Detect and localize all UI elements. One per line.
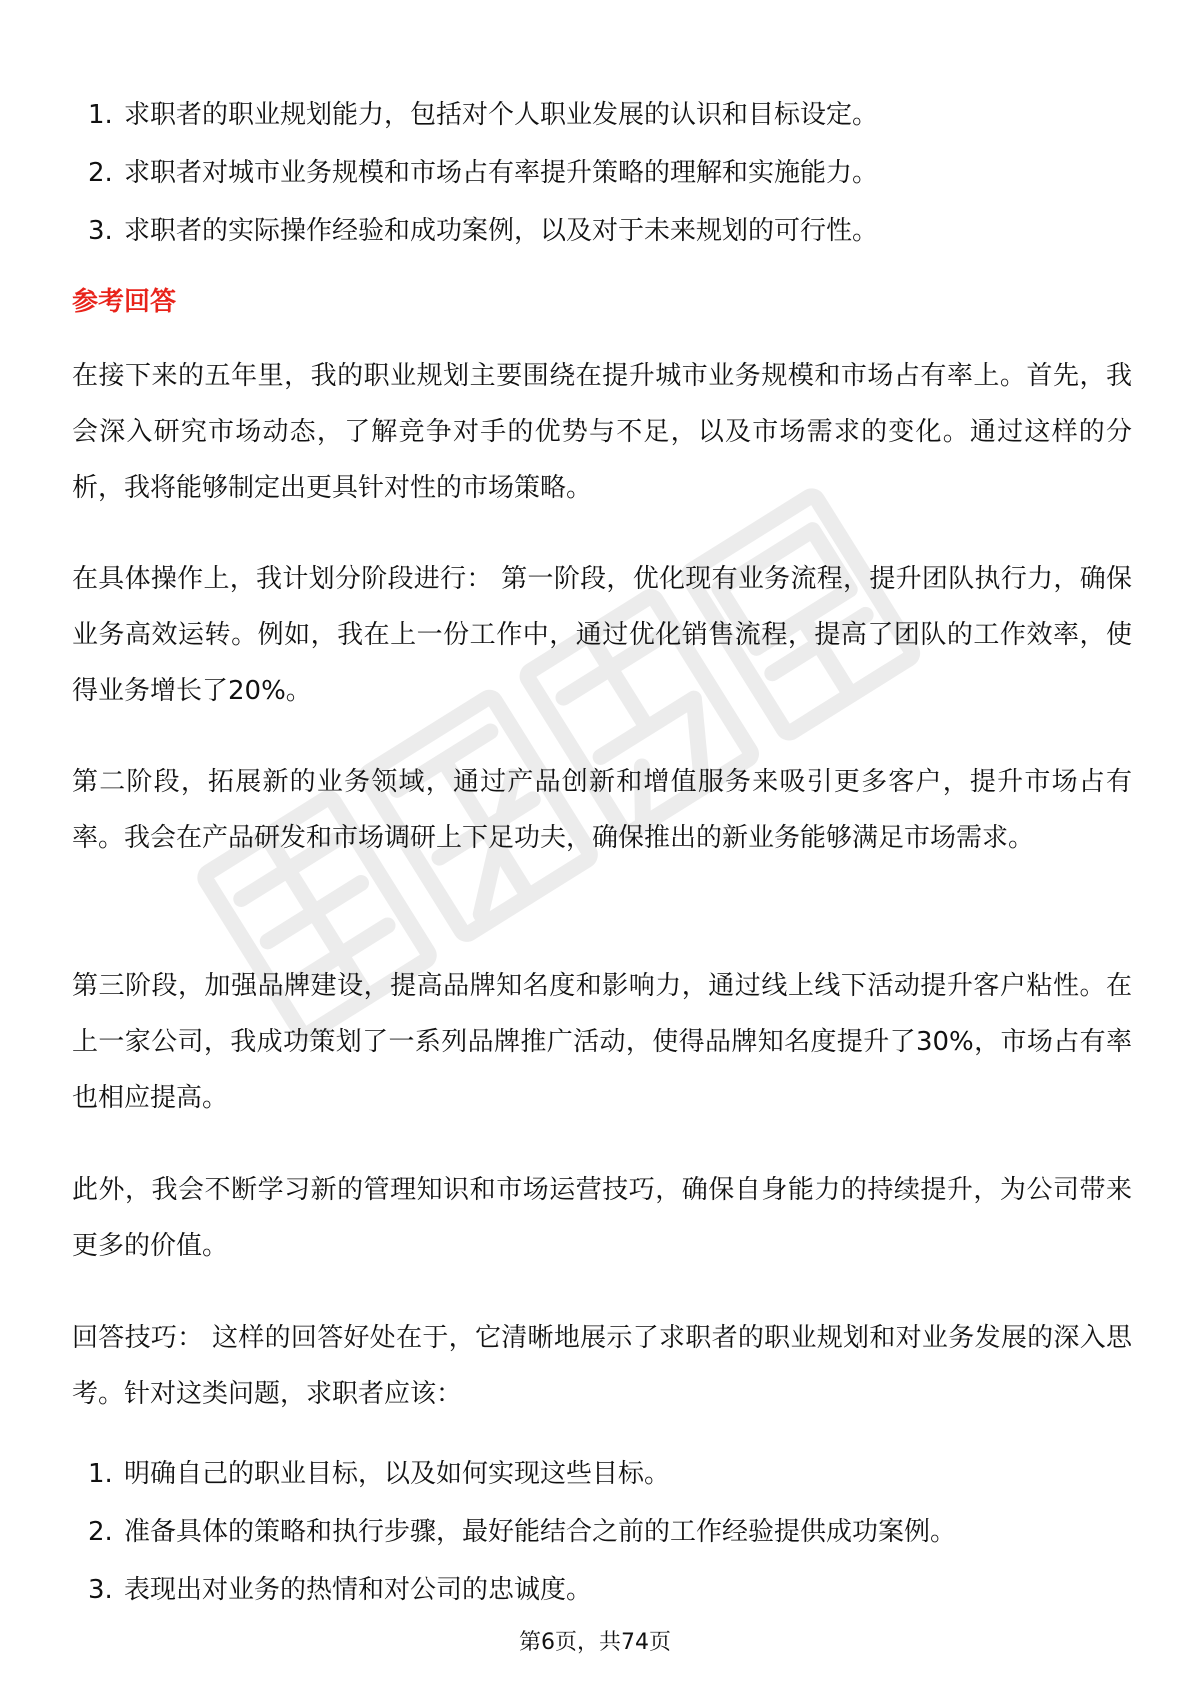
list-item xyxy=(72,1503,1132,1561)
list-item-number: 3. xyxy=(88,216,113,246)
page-number-footer: 第6页，共74页 xyxy=(519,1630,671,1655)
list-item-number: 1. xyxy=(88,1459,113,1489)
answer-paragraph: 在具体操作上，我计划分阶段进行： 第一阶段，优化现有业务流程，提升团队执行力，确保业务高效运转。例如，我在上一份工作中，通过优化销售流程，提高了团队的工作效率，使得业务增长了20%。 xyxy=(72,564,1132,706)
answer-paragraph: 在接下来的五年里，我的职业规划主要围绕在提升城市业务规模和市场占有率上。首先，我会深入研究市场动态，了解竞争对手的优势与不足，以及市场需求的变化。通过这样的分析，我将能够制定出更具针对性的市场策略。 xyxy=(72,361,1132,503)
criteria-list xyxy=(72,86,1132,260)
list-item xyxy=(72,144,1132,202)
list-item xyxy=(72,1561,1132,1619)
list-item-number: 2. xyxy=(88,1517,113,1547)
answer-paragraph: 第三阶段，加强品牌建设，提高品牌知名度和影响力，通过线上线下活动提升客户粘性。在上一家公司，我成功策划了一系列品牌推广活动，使得品牌知名度提升了30%，市场占有率也相应提高。 xyxy=(72,971,1132,1113)
list-item-number: 3. xyxy=(88,1575,113,1605)
answer-paragraph: 此外，我会不断学习新的管理知识和市场运营技巧，确保自身能力的持续提升，为公司带来更多的价值。 xyxy=(72,1175,1132,1261)
list-item xyxy=(72,202,1132,260)
list-item-text: 求职者的职业规划能力，包括对个人职业发展的认识和目标设定。 xyxy=(124,100,879,130)
list-item xyxy=(72,86,1132,144)
list-item-text: 明确自己的职业目标，以及如何实现这些目标。 xyxy=(124,1459,671,1489)
answer-paragraph: 第二阶段，拓展新的业务领域，通过产品创新和增值服务来吸引更多客户，提升市场占有率。我会在产品研发和市场调研上下足功夫，确保推出的新业务能够满足市场需求。 xyxy=(72,767,1132,853)
tips-list xyxy=(72,1445,1132,1619)
answer-tips-paragraph: 回答技巧： 这样的回答好处在于，它清晰地展示了求职者的职业规划和对业务发展的深入思考。针对这类问题，求职者应该： xyxy=(72,1323,1132,1409)
list-item-text: 表现出对业务的热情和对公司的忠诚度。 xyxy=(124,1575,593,1605)
list-item xyxy=(72,1445,1132,1503)
list-item-text: 求职者对城市业务规模和市场占有率提升策略的理解和实施能力。 xyxy=(124,158,879,188)
list-item-text: 准备具体的策略和执行步骤，最好能结合之前的工作经验提供成功案例。 xyxy=(124,1517,957,1547)
list-item-number: 2. xyxy=(88,158,113,188)
reference-answer-heading: 参考回答 xyxy=(72,287,177,317)
list-item-text: 求职者的实际操作经验和成功案例，以及对于未来规划的可行性。 xyxy=(124,216,879,246)
list-item-number: 1. xyxy=(88,100,113,130)
